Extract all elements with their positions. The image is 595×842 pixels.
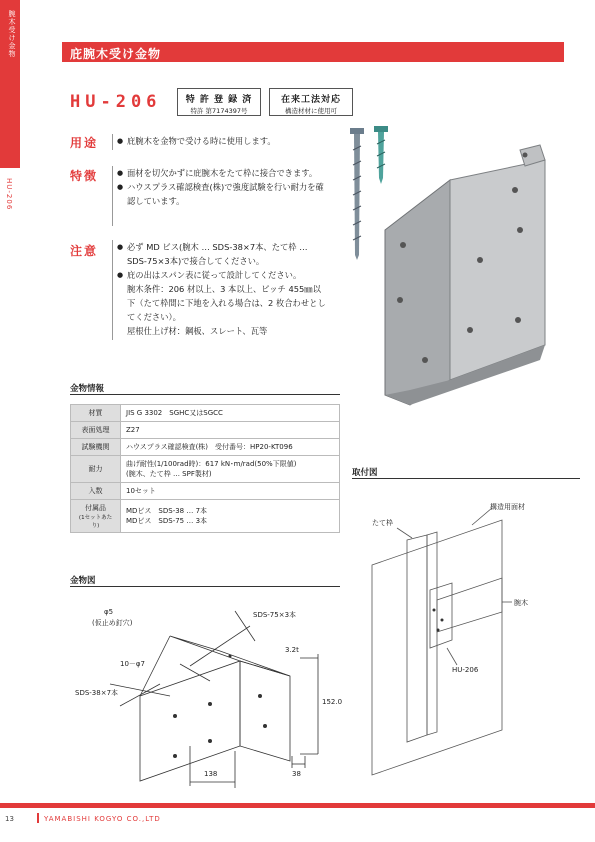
table-row [71,422,340,439]
features-divider [112,166,113,226]
table-row [71,500,340,533]
screw-sds38-icon [374,126,388,184]
use-divider [112,134,113,150]
notes-heading: 注意 [70,244,99,258]
side-tab [0,0,20,168]
feature-item: ● ハウスプラス確認検査(株)で強度試験を行い耐力を確認しています。 [117,180,329,208]
note-item: ● 庇の出はスパン表に従って設計してください。 [117,268,329,282]
patent-badge [177,88,261,116]
hole-label: φ5 [104,608,114,616]
side-tab-text: 腕木受け金物 [8,10,16,58]
spec-key: 表面処理 [71,422,121,439]
method-badge-note: 構造材材に使用可 [285,107,337,115]
note-item: ● 必ず MD ビス(腕木 … SDS-38×7本、たて枠 … SDS-75×3本)で接合してください。 [117,240,329,268]
spec-value [121,456,340,483]
spec-key-line: 付属品 [85,504,106,512]
features-heading: 特徴 [70,169,99,183]
note-detail: 屋根仕上げ材：鋼板、スレート、瓦等 [127,326,268,336]
screw-sds75-icon [350,128,364,260]
note-detail: 腕木条件：206 材以上、3 本以上、ピッチ 455㎜以下（たて枠間に下地を入れる場合は、2 枚合わせとしてください）。 [127,284,326,322]
install-heading: 取付図 [352,468,378,478]
notes-list [117,240,329,338]
use-list [117,134,329,148]
install-heading-rule [352,478,580,479]
spec-key: 材質 [71,405,121,422]
notes-divider [112,240,113,340]
spec-key-sub: (1セットあたり) [78,515,113,529]
product-label: HU-206 [452,666,479,674]
table-row [71,456,340,483]
sds38-label: SDS-38×7本 [75,689,119,697]
spec-key [71,500,121,533]
use-heading: 用途 [70,136,99,150]
holes7-label: 10－φ7 [120,660,145,668]
width-label: 138 [204,770,218,778]
spec-table [70,404,340,533]
beam-label: 腕木 [514,599,528,607]
drawing-heading-rule [70,586,340,587]
bracket-drawing [70,596,360,796]
drawing-heading: 金物図 [70,576,96,586]
product-photo [340,110,580,410]
model-number: HU-206 [70,92,162,112]
title-bar [62,42,564,62]
spec-value: JIS G 3302 SGHC又はSGCC [121,405,340,422]
spec-key: 入数 [71,483,121,500]
spec-value [121,500,340,533]
stud-label: たて枠 [372,519,393,527]
table-row [71,483,340,500]
spec-value-line: (腕木、たて枠 … SPF製材) [126,470,212,478]
page-title: 庇腕木受け金物 [70,47,162,61]
patent-badge-title: 特 許 登 録 済 [185,95,253,105]
sds75-label: SDS-75×3本 [253,611,297,619]
install-figure [352,480,582,780]
footer-separator [37,813,39,823]
feature-item: ● 面材を切欠かずに庇腕木をたて枠に接合できます。 [117,166,329,180]
method-badge-title: 在来工法対応 [280,95,341,105]
spec-value: ハウスプラス確認検査(株) 受付番号：HP20-KT096 [121,439,340,456]
spec-value-line: MDビス SDS-75 … 3本 [126,517,208,525]
page-number: 13 [5,815,14,823]
features-list [117,166,329,208]
panel-label: 構造用面材 [490,503,525,511]
spec-key: 試験機関 [71,439,121,456]
spec-value: 10セット [121,483,340,500]
company-name: YAMABISHI KOGYO CO.,LTD [44,815,161,823]
patent-badge-number: 特許 第7174397号 [190,107,248,115]
use-item: ● 庇腕木を金物で受ける時に使用します。 [117,134,329,148]
thickness-label: 3.2t [285,646,299,654]
spec-value: Z27 [121,422,340,439]
spec-value-line: 曲げ耐性(1/100rad時)：617 kN･m/rad(50%下限値) [126,460,297,468]
spec-heading: 金物情報 [70,384,105,394]
footer-bar [0,803,595,808]
side-tab-code: HU-206 [5,178,13,211]
spec-heading-rule [70,394,340,395]
spec-value-line: MDビス SDS-38 … 7本 [126,507,208,515]
table-row [71,439,340,456]
table-row [71,405,340,422]
depth-label: 38 [292,770,301,778]
height-label: 152.0 [322,698,343,706]
spec-key: 耐力 [71,456,121,483]
hole-note-label: (仮止め釘穴) [92,619,133,627]
